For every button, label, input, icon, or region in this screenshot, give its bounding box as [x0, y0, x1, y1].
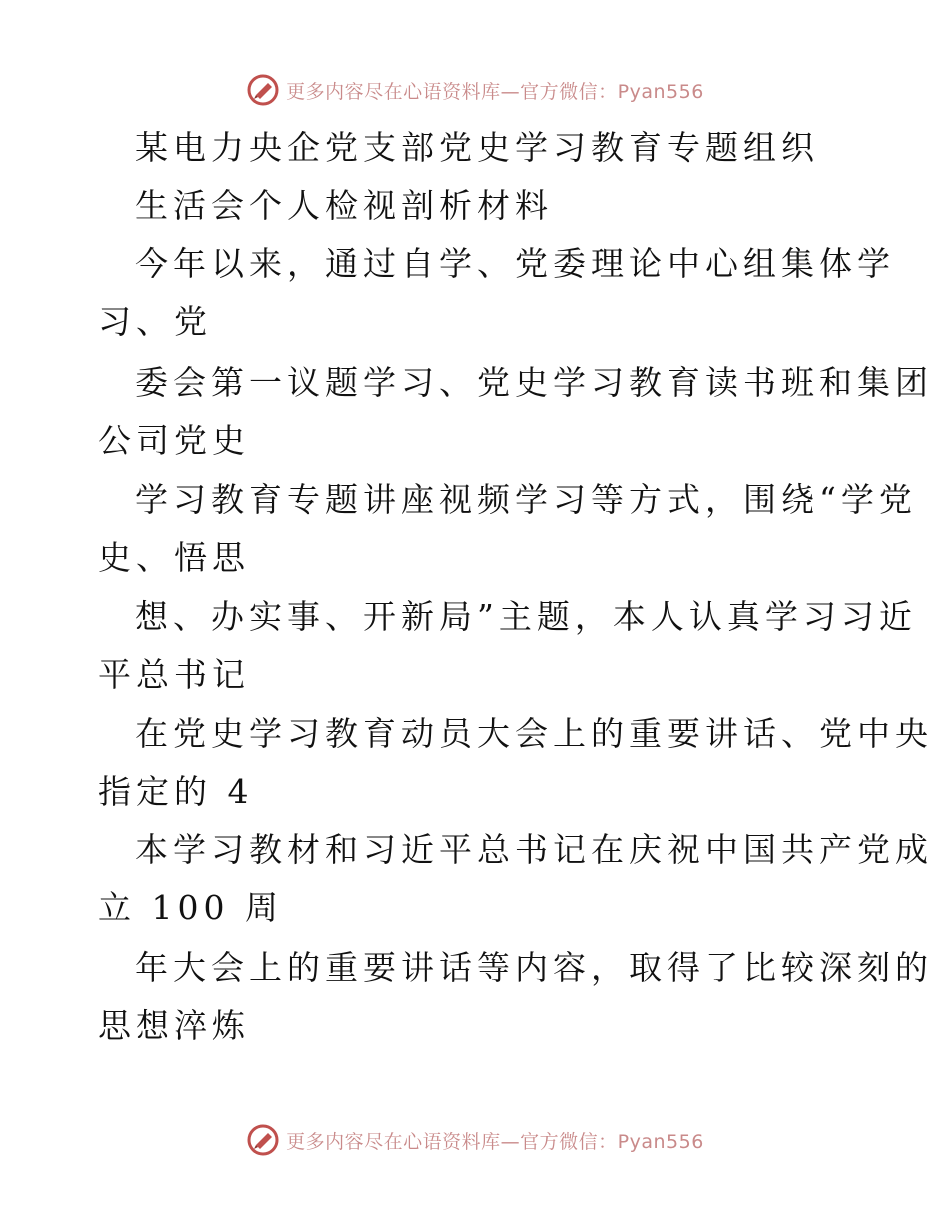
doc-line: 想、办实事、开新局”主题，本人认真学习习近: [135, 597, 917, 636]
doc-line: 委会第一议题学习、党史学习教育读书班和集团: [135, 363, 933, 402]
doc-line: 公司党史: [98, 421, 250, 460]
logo-icon: [246, 73, 280, 107]
doc-line: 今年以来，通过自学、党委理论中心组集体学: [135, 244, 895, 283]
doc-line: 平总书记: [98, 655, 250, 694]
doc-line: 指定的 4: [98, 772, 254, 811]
header-watermark: [0, 70, 950, 110]
footer-watermark: [0, 1120, 950, 1160]
doc-line: 习、党: [98, 302, 212, 341]
watermark-text: 更多内容尽在心语资料库—官方微信：Pyan556: [286, 80, 704, 103]
doc-line: 在党史学习教育动员大会上的重要讲话、党中央: [135, 714, 933, 753]
doc-line: 学习教育专题讲座视频学习等方式，围绕“学党: [135, 480, 917, 519]
doc-line: 立 100 周: [98, 888, 283, 927]
doc-line: 思想淬炼: [98, 1006, 250, 1045]
doc-line: 生活会个人检视剖析材料: [135, 186, 553, 225]
doc-line: 本学习教材和习近平总书记在庆祝中国共产党成: [135, 830, 933, 869]
logo-icon: [246, 1123, 280, 1157]
doc-line: 年大会上的重要讲话等内容，取得了比较深刻的: [135, 948, 933, 987]
doc-line: 某电力央企党支部党史学习教育专题组织: [135, 128, 819, 167]
watermark-text: 更多内容尽在心语资料库—官方微信：Pyan556: [286, 1130, 704, 1153]
doc-line: 史、悟思: [98, 538, 250, 577]
